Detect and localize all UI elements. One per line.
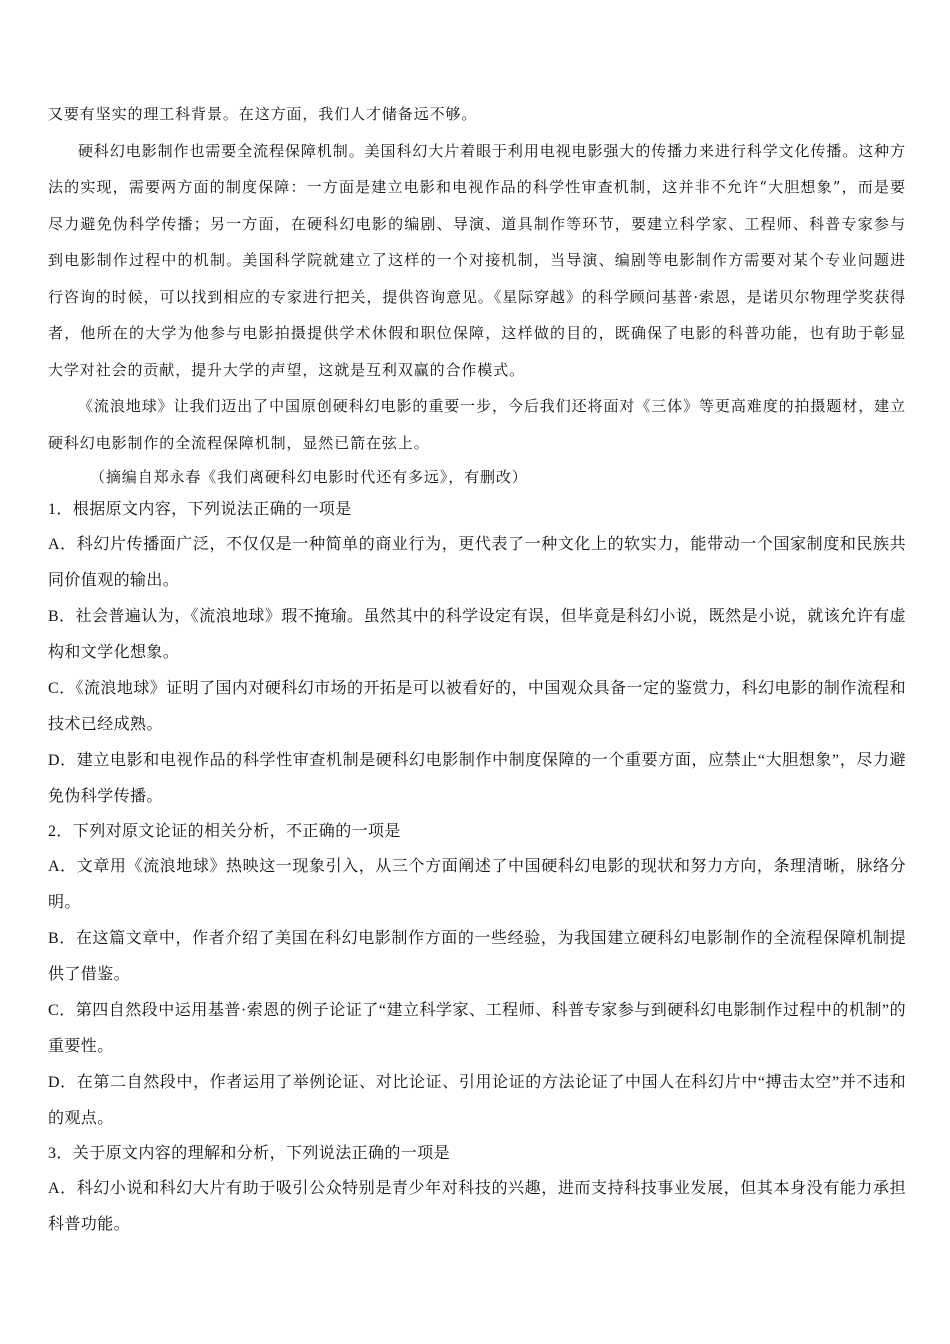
passage-source: （摘编自郑永春《我们离硬科幻电影时代还有多远》，有删改） [90, 468, 528, 486]
question-2 [48, 815, 906, 1137]
question-option-d: D．在第二自然段中，作者运用了举例论证、对比论证、引用论证的方法论证了中国人在科幻片中“搏击太空”并不违和的观点。 [48, 1074, 906, 1127]
question-option-c: C．第四自然段中运用基普·索恩的例子论证了“建立科学家、工程师、科普专家参与到硬科幻电影制作过程中的机制”的重要性。 [48, 1002, 906, 1055]
question-option-b: B．在这篇文章中，作者介绍了美国在科幻电影制作方面的一些经验，为我国建立硬科幻电影制作的全流程保障机制提供了借鉴。 [48, 930, 906, 983]
question-option-a: A．科幻小说和科幻大片有助于吸引公众特别是青少年对科技的兴趣，进而支持科技事业发展，但其本身没有能力承担科普功能。 [48, 1180, 906, 1233]
question-stem: 3．关于原文内容的理解和分析，下列说法正确的一项是 [48, 1145, 451, 1162]
question-option-d: D．建立电影和电视作品的科学性审查机制是硬科幻电影制作中制度保障的一个重要方面，应禁止“大胆想象”，尽力避免伪科学传播。 [48, 752, 906, 805]
question-option-a: A．科幻片传播面广泛，不仅仅是一种简单的商业行为，更代表了一种文化上的软实力，能带动一个国家制度和民族共同价值观的输出。 [48, 536, 906, 589]
passage-paragraph: 又要有坚实的理工科背景。在这方面，我们人才储备远不够。 [48, 105, 478, 123]
question-3 [48, 1137, 906, 1243]
question-stem: 1．根据原文内容，下列说法正确的一项是 [48, 501, 352, 518]
question-option-a: A．文章用《流浪地球》热映这一现象引入，从三个方面阐述了中国硬科幻电影的现状和努力方向，条理清晰，脉络分明。 [48, 858, 906, 911]
question-option-b: B．社会普遍认为，《流浪地球》瑕不掩瑜。虽然其中的科学设定有误，但毕竟是科幻小说，既然是小说，就该允许有虚构和文学化想象。 [48, 608, 906, 661]
question-option-c: C．《流浪地球》证明了国内对硬科幻市场的开拓是可以被看好的，中国观众具备一定的鉴赏力，科幻电影的制作流程和技术已经成熟。 [48, 680, 906, 733]
passage-paragraph: 《流浪地球》让我们迈出了中国原创硬科幻电影的重要一步，今后我们还将面对《三体》等更高难度的拍摄题材，建立硬科幻电影制作的全流程保障机制，显然已箭在弦上。 [48, 397, 906, 452]
passage-paragraph: 硬科幻电影制作也需要全流程保障机制。美国科幻大片着眼于利用电视电影强大的传播力来进行科学文化传播。这种方法的实现，需要两方面的制度保障：一方面是建立电影和电视作品的科学性审查机制，这并非不允许“大胆想象”，而是要尽力避免伪科学传播；另一方面，在硬科幻电影的编剧、导演、道具制作等环节，要建立科学家、工程师、科普专家参与到电影制作过程中的机制。美国科学院就建立了这样的一个对接机制，当导演、编剧等电影制作方需要对某个专业问题进行咨询的时候，可以找到相应的专家进行把关，提供咨询意见。《星际穿越》的科学顾问基普·索恩，是诺贝尔物理学奖获得者，他所在的大学为他参与电影拍摄提供学术休假和职位保障，这样做的目的，既确保了电影的科普功能，也有助于彰显大学对社会的贡献，提升大学的声望，这就是互利双赢的合作模式。 [48, 141, 906, 379]
passage [48, 96, 906, 493]
questions [48, 493, 906, 1243]
question-stem: 2．下列对原文论证的相关分析，不正确的一项是 [48, 823, 401, 840]
question-1 [48, 493, 906, 815]
